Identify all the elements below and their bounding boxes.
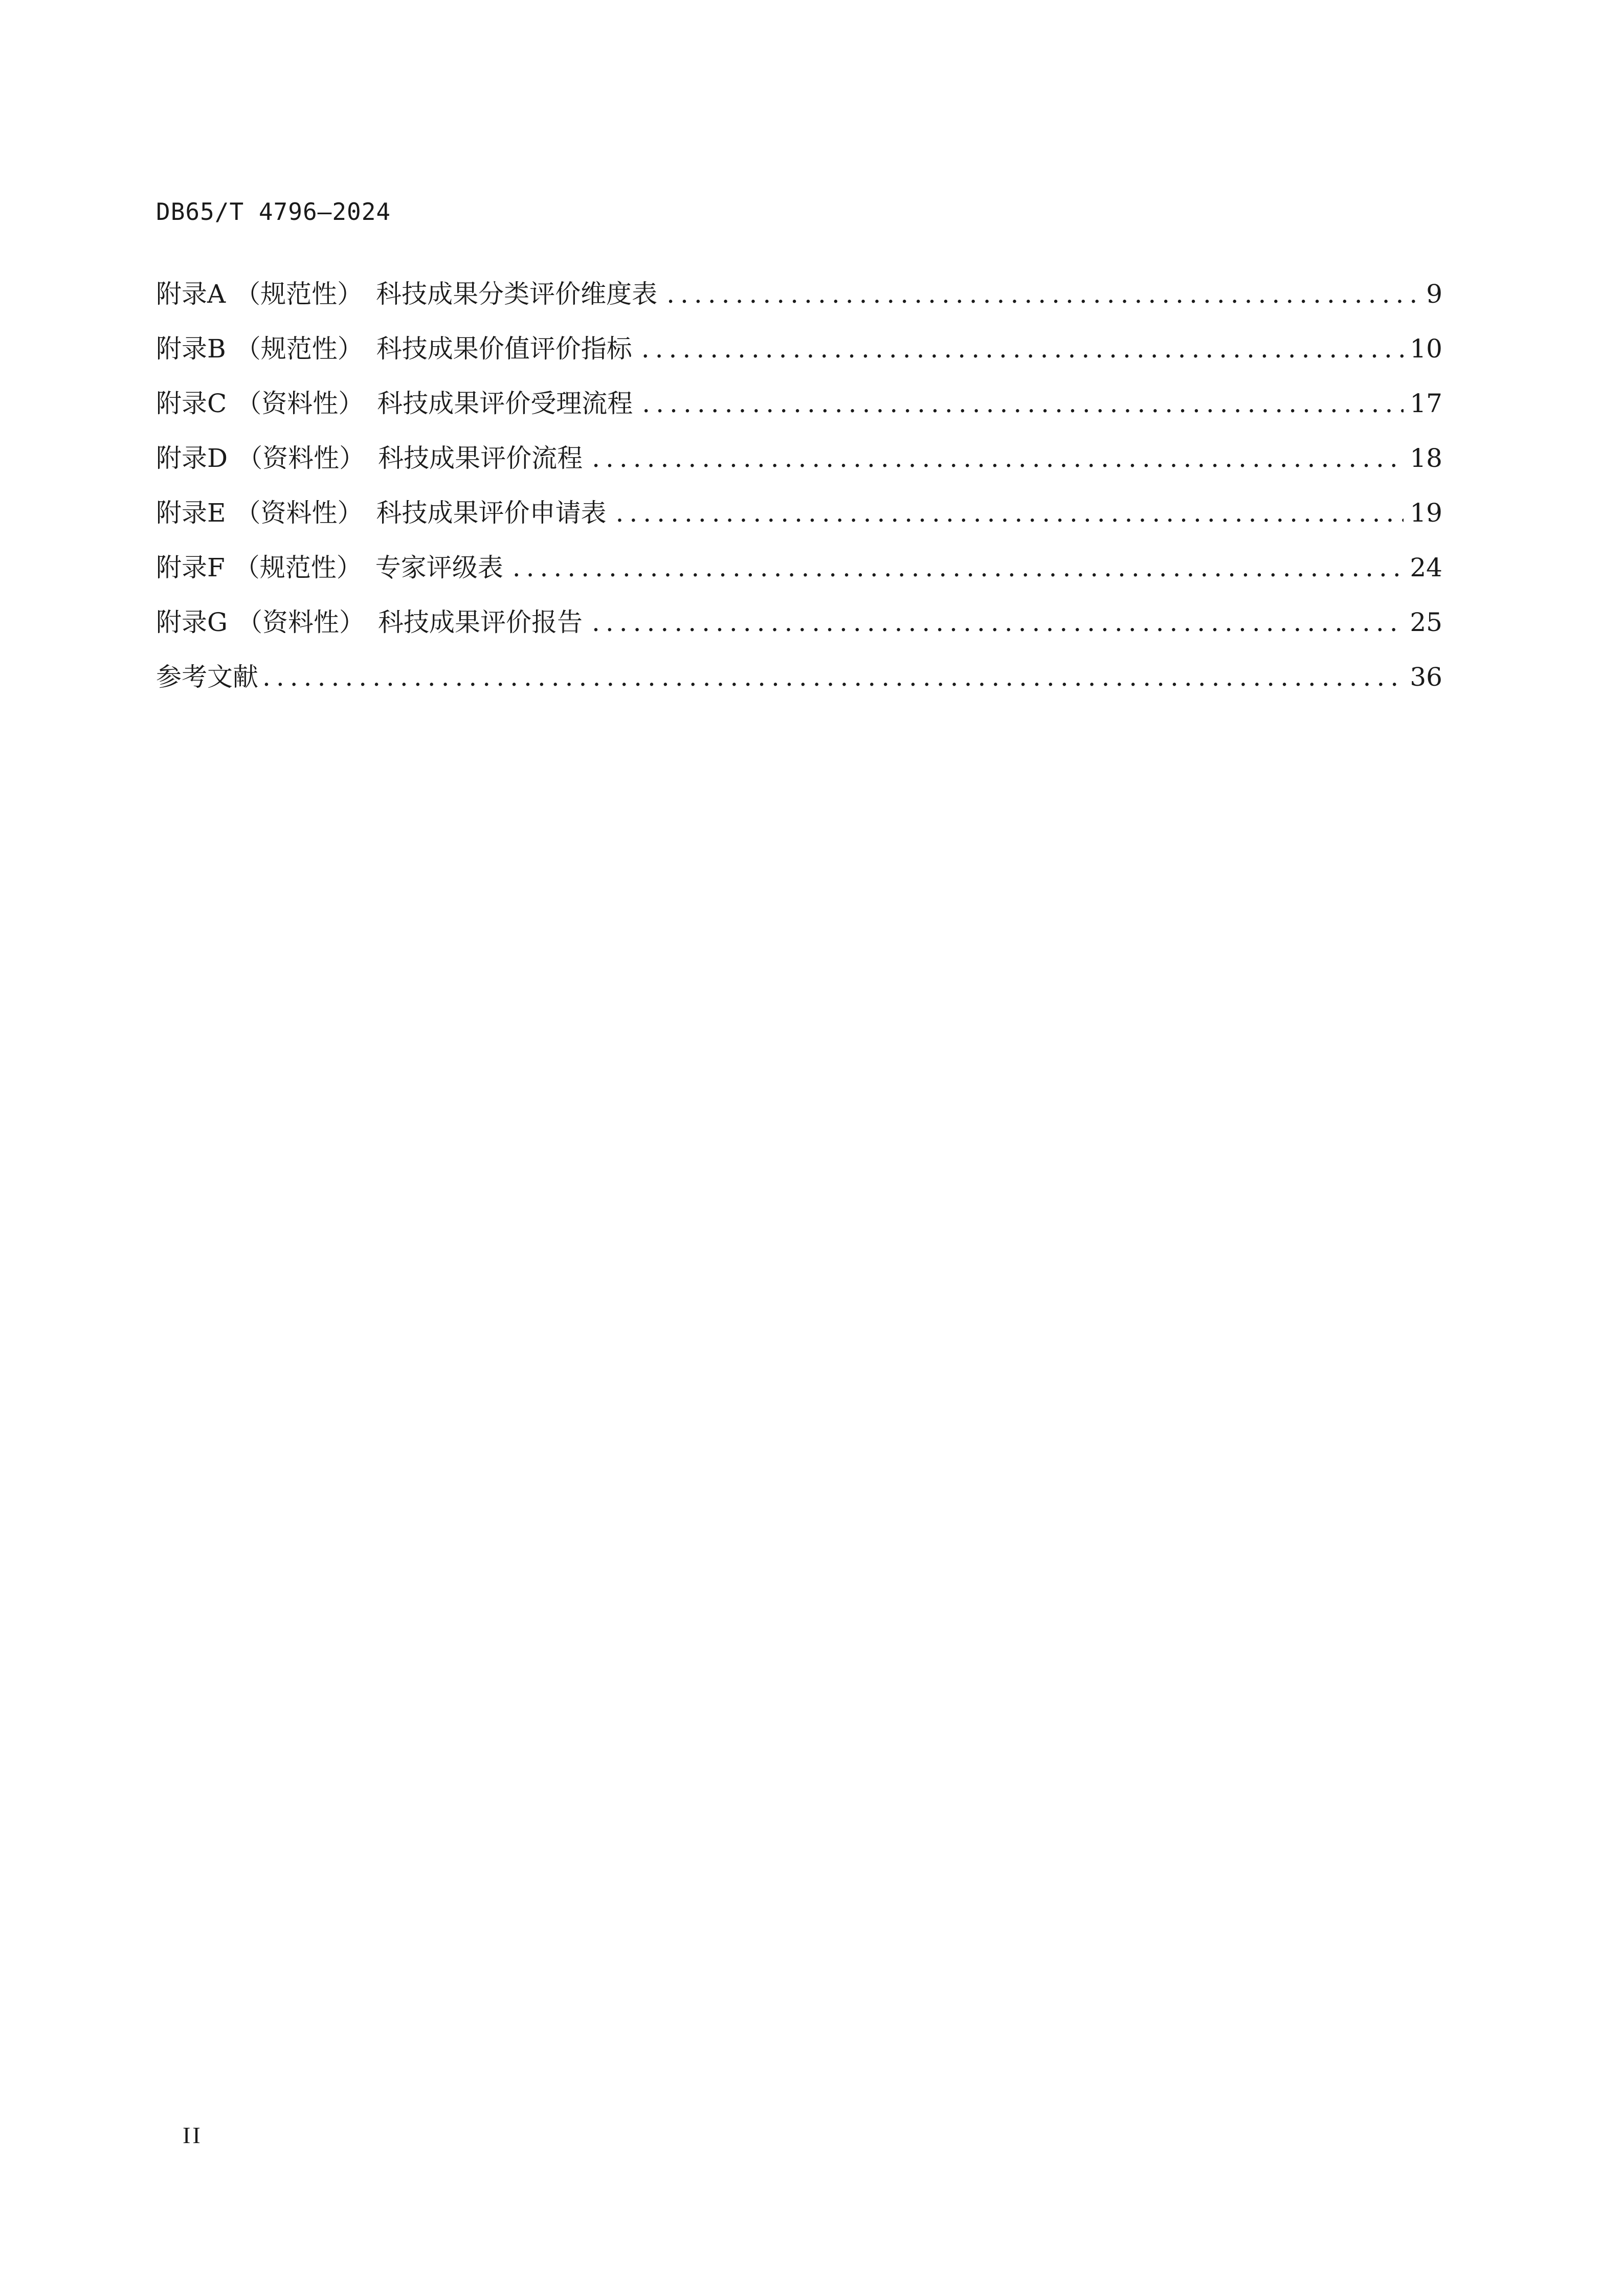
toc-entry-prefix: 附录A	[156, 279, 226, 309]
toc-entry-appendix-e[interactable]	[156, 498, 1442, 552]
toc-entry-prefix: 附录E	[156, 498, 226, 528]
toc-entry-page: 9	[1426, 279, 1442, 309]
document-code: DB65/T 4796—2024	[156, 198, 391, 226]
toc-entry-references[interactable]	[156, 662, 1442, 716]
toc-leader-dots	[642, 388, 1404, 419]
toc-entry-page: 24	[1410, 553, 1442, 582]
toc-entry-title: 科技成果评价受理流程	[377, 389, 633, 418]
toc-leader-dots	[592, 443, 1404, 474]
toc-entry-category: （资料性）	[236, 607, 365, 637]
toc-entry-title: 科技成果评价申请表	[376, 498, 607, 528]
toc-entry-appendix-g[interactable]	[156, 607, 1442, 662]
toc-entry-page: 36	[1410, 662, 1442, 692]
toc-entry-category: （规范性）	[235, 334, 363, 364]
toc-entry-title: 科技成果分类评价维度表	[376, 279, 658, 309]
toc-leader-dots	[592, 607, 1404, 638]
toc-entry-prefix: 附录F	[156, 553, 225, 582]
toc-entry-appendix-c[interactable]	[156, 388, 1442, 443]
toc-entry-page: 18	[1410, 443, 1442, 473]
toc-leader-dots	[262, 662, 1404, 692]
toc-entry-title: 专家评级表	[375, 553, 503, 582]
page-number: II	[183, 2122, 203, 2148]
toc-entry-category: （资料性）	[236, 389, 364, 418]
table-of-contents	[156, 279, 1442, 716]
toc-entry-prefix: 附录G	[156, 607, 228, 637]
toc-entry-title: 科技成果评价报告	[377, 607, 583, 637]
toc-entry-prefix: 附录B	[156, 334, 226, 364]
toc-entry-category: （规范性）	[234, 553, 362, 582]
toc-leader-dots	[641, 333, 1404, 364]
toc-entry-page: 10	[1410, 334, 1442, 364]
toc-entry-title: 参考文献	[156, 662, 258, 692]
toc-entry-appendix-d[interactable]	[156, 443, 1442, 498]
toc-entry-page: 25	[1410, 607, 1442, 637]
toc-leader-dots	[616, 498, 1404, 528]
toc-leader-dots	[666, 279, 1420, 309]
toc-entry-title: 科技成果价值评价指标	[376, 334, 632, 364]
toc-entry-appendix-f[interactable]	[156, 552, 1442, 607]
toc-entry-appendix-a[interactable]	[156, 279, 1442, 333]
toc-entry-title: 科技成果评价流程	[378, 443, 583, 473]
toc-entry-prefix: 附录C	[156, 389, 227, 418]
toc-entry-appendix-b[interactable]	[156, 333, 1442, 388]
toc-entry-category: （资料性）	[235, 498, 363, 528]
toc-entry-page: 17	[1410, 389, 1442, 418]
toc-entry-page: 19	[1410, 498, 1442, 528]
toc-leader-dots	[513, 552, 1404, 583]
toc-entry-prefix: 附录D	[156, 443, 228, 473]
toc-entry-category: （规范性）	[235, 279, 363, 309]
toc-entry-category: （资料性）	[237, 443, 365, 473]
